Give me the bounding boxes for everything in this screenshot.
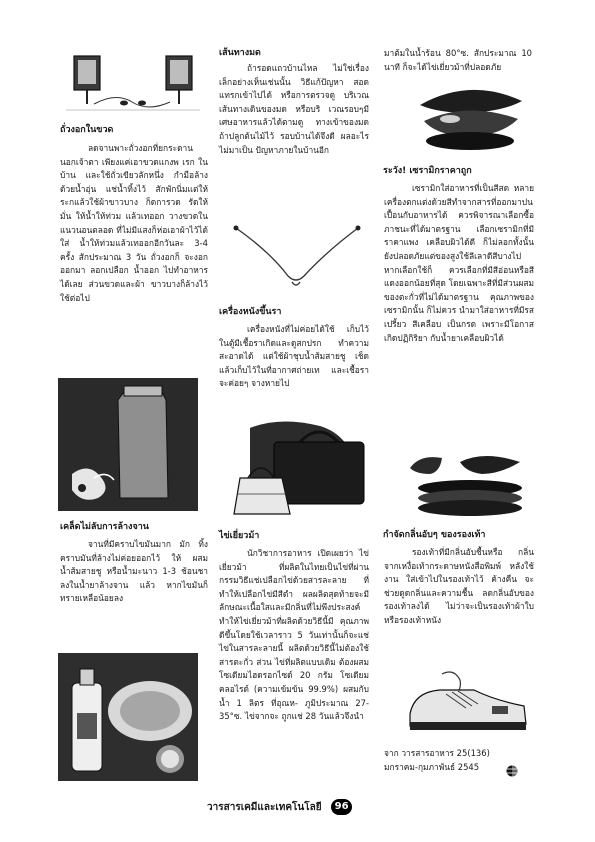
body-century-egg-continued: มาต้มในน้ำร้อน 80°ซ. สักประมาณ 10 นาที ก็จะได้ไข่เยี่ยวม้าที่ปลอดภัย: [384, 48, 532, 72]
source-line-1: จาก วารสารอาหาร 25(136): [384, 748, 490, 758]
body-leather-mold: เครื่องหนังที่ไม่ค่อยได้ใช้ เก็บไว้ในตู้มีเชื้อราเกิดและดูสกปรก ทำความสะอาดได้ แต่ใช้ผ้าชุบน้ำส้มสายชู เช็ดแล้วเก็บไว้ในที่อากาศถ่ายเท และเชื้อราจะค่อยๆ จางหายไป: [219, 324, 369, 389]
heading-sprouts: ถั่วงอกในขวด: [60, 125, 114, 135]
heading-ant-trail: เส้นทางมด: [219, 48, 261, 58]
stacked-plates-illustration: [400, 440, 530, 518]
heading-cheap-ceramic: ระวัง! เซรามิกราคาถูก: [383, 166, 472, 176]
heading-dishwashing: เคล็ดไม่ลับการล้างจาน: [60, 522, 149, 532]
body-dishwashing: จานที่มีคราบไขมันมาก มัก ทิ้งคราบมันที่ล้างไม่ค่อยออกไว้ ให้ ผสมน้ำส้มสายชู หรือน้ำมะนาว 1-3 ช้อนชา ลงในน้ำยาล้างจาน แล้ว หากไขมันก็ทรายเหลือน้อยลง: [60, 539, 208, 604]
body-shoe-odor: รองเท้าที่มีกลิ่นอับชื้นหรือ กลิ่นจากเหงื่อเท้ากระดาษหนังสือพิมพ์ หลังใช้งาน ใส่เข้าไปในรองเท้าไว้ ค้างคืน จะช่วยดูดกลิ่นและความชื้น ลดกลิ่นอับของรองเท้าลงได้ ไม่ว่าจะเป็นรองเท้าผ้าใบ หรือรองเท้าหนัง: [384, 547, 534, 625]
dish-soap-and-plate-illustration: [58, 653, 198, 781]
heading-century-egg: ไข่เยี่ยวม้า: [219, 531, 260, 541]
source-line-2: มกราคม-กุมภาพันธ์ 2545: [384, 762, 480, 772]
footer-magazine-title: วารสารเคมีและเทคโนโลยี: [207, 802, 322, 813]
end-mark-icon: [506, 762, 518, 774]
page-number-badge: 96: [331, 799, 352, 815]
jar-and-cloth-illustration: [58, 378, 198, 511]
body-cheap-ceramic: เซรามิกใส่อาหารที่เป็นสีสด หลายเครื่องตกแต่งด้วยสีทำจากสารที่ออกมาปนเปื้อนกับอาหารได้ ควรพิจารณาเลือกซื้อภาชนะที่ได้มาตรฐาน เลือกเซรามิกที่มีราคาแพง เคลือบผิวได้ดี ก็ไม่ลอกทั้งนั้น ยังปลอดภัยแต่ของสูงใช้ลีเลาดีสีบางไป หากเลือกใช้ก็ ควรเลือกที่มีสีอ่อนหรือสีแดงออกน้อยที่สุด โดยเฉพาะสีที่มีส่วนผสม ของตะกั่วที่ไม่ได้มาตรฐาน คุณภาพของเซรามิกนั้น ก็ไม่ควร นำมาใส่อาหารที่มีรสเปรี้ยว สีเคลือบ เป็นกรด เพราะมีโอกาสเกิดปฏิกิริยา กับน้ำยาเคลือบผิวได้: [384, 183, 534, 343]
body-sprouts: ลดจานพาะถั่วงอกที่ยกระดาน นอกเจ้าตา เพียงแค่เอาขวดแกงพ เรก ในบ้าน และใช้ถั่วเขียวลักหนึ่ง กำมือล้างด้วยน้ำอุ่น แช่น้ำทิ้งไว้ สักพักนิ่มแต่ให้ระกแล้วใช้ผ้าขาวบาง ก็ดการวด รัดให้มั่น ให้น้ำให้ท่วม แล้วเทออก วางขวดในแนวนอนตลอด ที่ไม่มีแสงก็ห่อเอาผ้าไว้ได้ ใส่ น้ำให้ท่วมแล้วเทออกอีกวันละ 3-4 ครั้ง สักประมาณ 3 วัน ถั่วงอกก็ จะงอกออกมา ลอกเปลือก น้ำออก ไปทำอาหารได้เลย ส่วนขวดและผ้า ขาวบางก็ล้างไว้ใช้ต่อไป: [60, 143, 208, 303]
sneaker-illustration: [402, 660, 532, 738]
wire-hanger-illustration: [230, 222, 365, 292]
page-footer: [207, 799, 397, 815]
sprouting-jars-illustration: [66, 48, 200, 114]
body-ant-trail: ถ้ารอดแถวบ้านไหล ไม่ใช่เรื่อง เล็กอย่างเห็นเช่นนั้น วิธีแก้ปัญหา สอดแทรกเข้าไปได้ หรือการตรวจดู บริเวณเส้นทางเดินของมด หรือบริ เวณรอบๆมีเศษอาหารแล้วได้ตามดู ทางเข้าของมด ถ้าปลูกต้นไม้ไว้ รอบบ้านได้จึงดี ผลอะไรไม่มาเป็น ปัญหาภายในบ้านอีก: [219, 63, 369, 155]
heading-leather-mold: เครื่องหนังขึ้นรา: [219, 307, 282, 317]
ceramic-plates-illustration: [410, 75, 532, 153]
leather-bags-illustration: [220, 408, 370, 520]
heading-shoe-odor: กำจัดกลิ่นอับๆ ของรองเท้า: [383, 530, 486, 540]
body-century-egg: นักวิชาการอาหาร เปิดเผยว่า ไข่เยี่ยวม้า ที่ผลิตในไทยเป็นไข่ที่ผ่าน กรรมวิธีแช่เปลือกไข่ด้วยสารละลาย ที่ทำให้เปลือกไข่มีสีดำ ผลผลิตสุดท้ายจะมีลักษณะเนื้อใสและมีกลิ่นที่ไม่พึงประสงค์ ทำให้ไข่เยี่ยวม้าที่ผลิตด้วยวิธีนี้มี คุณภาพดีขึ้นโดยใช้เวลาราว 5 วันเท่านั้นก็จะแช่ ไข่ในสารละลายนี้ ผลิตด้วยวิธีนี้ไม่ต้องใช้สารตะกั่ว ส่วน ไข่ที่ผลิตแบบเดิม ต้องผสม โซเดียมไฮดรอกไซด์ 20 กรัม โซเดียมคลอไรด์ (ความเข้มข้น 99.9%) ผสมกับน้ำ 1 ลิตร ที่อุณห- ภูมิประมาณ 27-35°ซ. ไข่จากจะ ถูกแช่ 28 วันแล้วจึงนำ: [219, 548, 369, 722]
